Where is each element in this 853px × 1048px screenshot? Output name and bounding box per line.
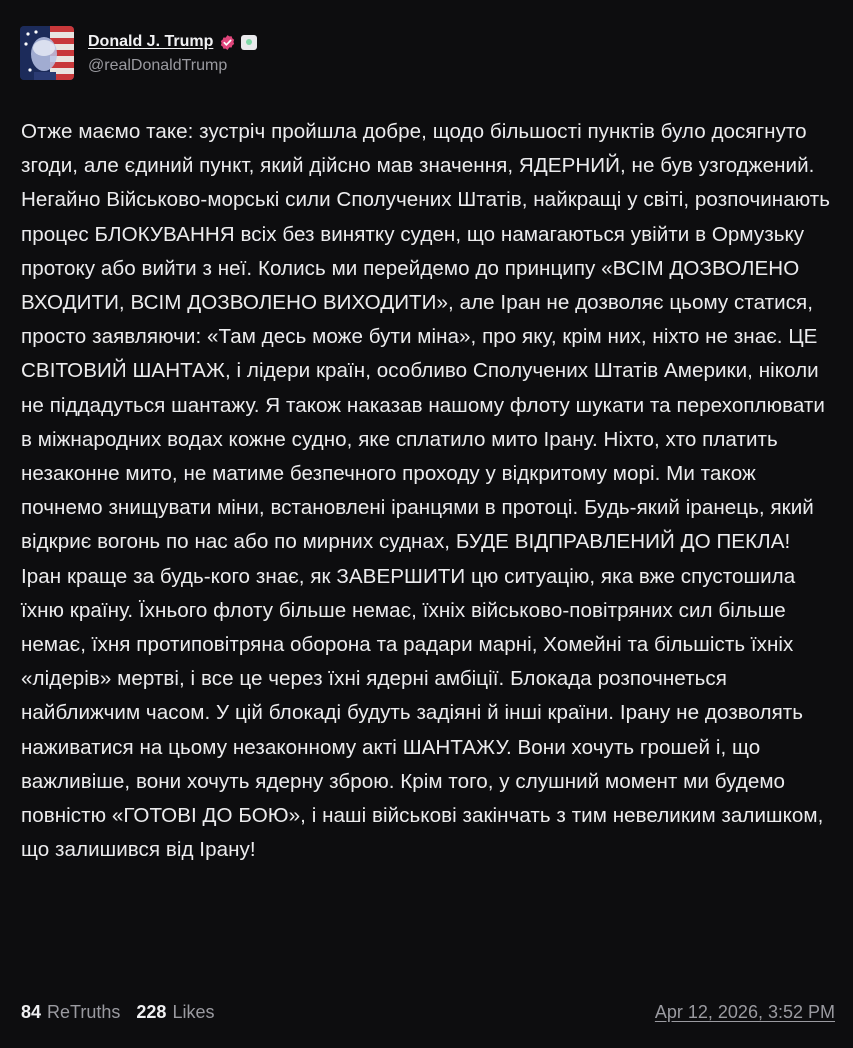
post-header xyxy=(20,26,257,80)
likes-count: 228 xyxy=(136,1002,167,1022)
author-names xyxy=(88,33,257,75)
badge-dot xyxy=(246,39,252,45)
retruths-label: ReTruths xyxy=(47,1002,121,1022)
avatar[interactable] xyxy=(20,26,74,80)
author-handle[interactable]: @realDonaldTrump xyxy=(88,57,228,74)
post-timestamp[interactable]: Apr 12, 2026, 3:52 PM xyxy=(654,1002,835,1022)
badge-icon xyxy=(241,35,257,50)
post-footer xyxy=(21,1002,835,1023)
author-display-name[interactable]: Donald J. Trump xyxy=(88,33,214,50)
likes-stat[interactable] xyxy=(136,1002,214,1023)
flag-portrait-avatar-icon xyxy=(20,26,74,80)
retruths-count: 84 xyxy=(21,1002,42,1022)
name-row xyxy=(88,33,257,51)
retruths-stat[interactable] xyxy=(21,1002,120,1023)
likes-label: Likes xyxy=(172,1002,215,1022)
verified-badge-icon xyxy=(219,34,236,51)
post-text: Отже маємо таке: зустріч пройшла добре, щодо більшості пунктів було досягнуто згоди, але єдиний пункт, який дійсно мав значення, ЯДЕРНИЙ, не був узгоджений. Негайно Військово-морські сили Сполучених Штатів, найкращі у світі, розпочинають процес БЛОКУВАННЯ всіх без винятку суден, що намагаються увійти в Ормузьку протоку або вийти з неї. Колись ми перейдемо до принципу «ВСІМ ДОЗВОЛЕНО ВХОДИТИ, ВСІМ ДОЗВОЛЕНО ВИХОДИТИ», але Іран не дозволяє цьому статися, просто заявляючи: «Там десь може бути міна», про яку, крім них, ніхто не знає. ЦЕ СВІТОВИЙ ШАНТАЖ, і лідери країн, особливо Сполучених Штатів Америки, ніколи не піддадуться шантажу. Я також наказав нашому флоту шукати та перехоплювати в міжнародних водах кожне судно, яке сплатило мито Ірану. Ніхто, хто платить незаконне мито, не матиме безпечного проходу у відкритому морі. Ми також почнемо знищувати міни, встановлені іранцями в протоці. Будь-який іранець, який відкриє вогонь по нас або по мирних суднах, БУДЕ ВІДПРАВЛЕНИЙ ДО ПЕКЛА! Іран краще за будь-кого знає, як ЗАВЕРШИТИ цю ситуацію, яка вже спустошила їхню країну. Їхнього флоту більше немає, їхніх військово-повітряних сил більше немає, їхня протиповітряна оборона та радари марні, Хомейні та більшість їхніх «лідерів» мертві, і все це через їхні ядерні амбіції. Блокада розпочнеться найближчим часом. У цій блокаді будуть задіяні й інші країни. Ірану не дозволять наживатися на цьому незаконному акті ШАНТАЖУ. Вони хочуть грошей і, що важливіше, вони хочуть ядерну зброю. Крім того, у слушний момент ми будемо повністю «ГОТОВІ ДО БОЮ», і наші військові закінчать з тим невеликим залишком, що залишився від Ірану! xyxy=(21,120,831,862)
